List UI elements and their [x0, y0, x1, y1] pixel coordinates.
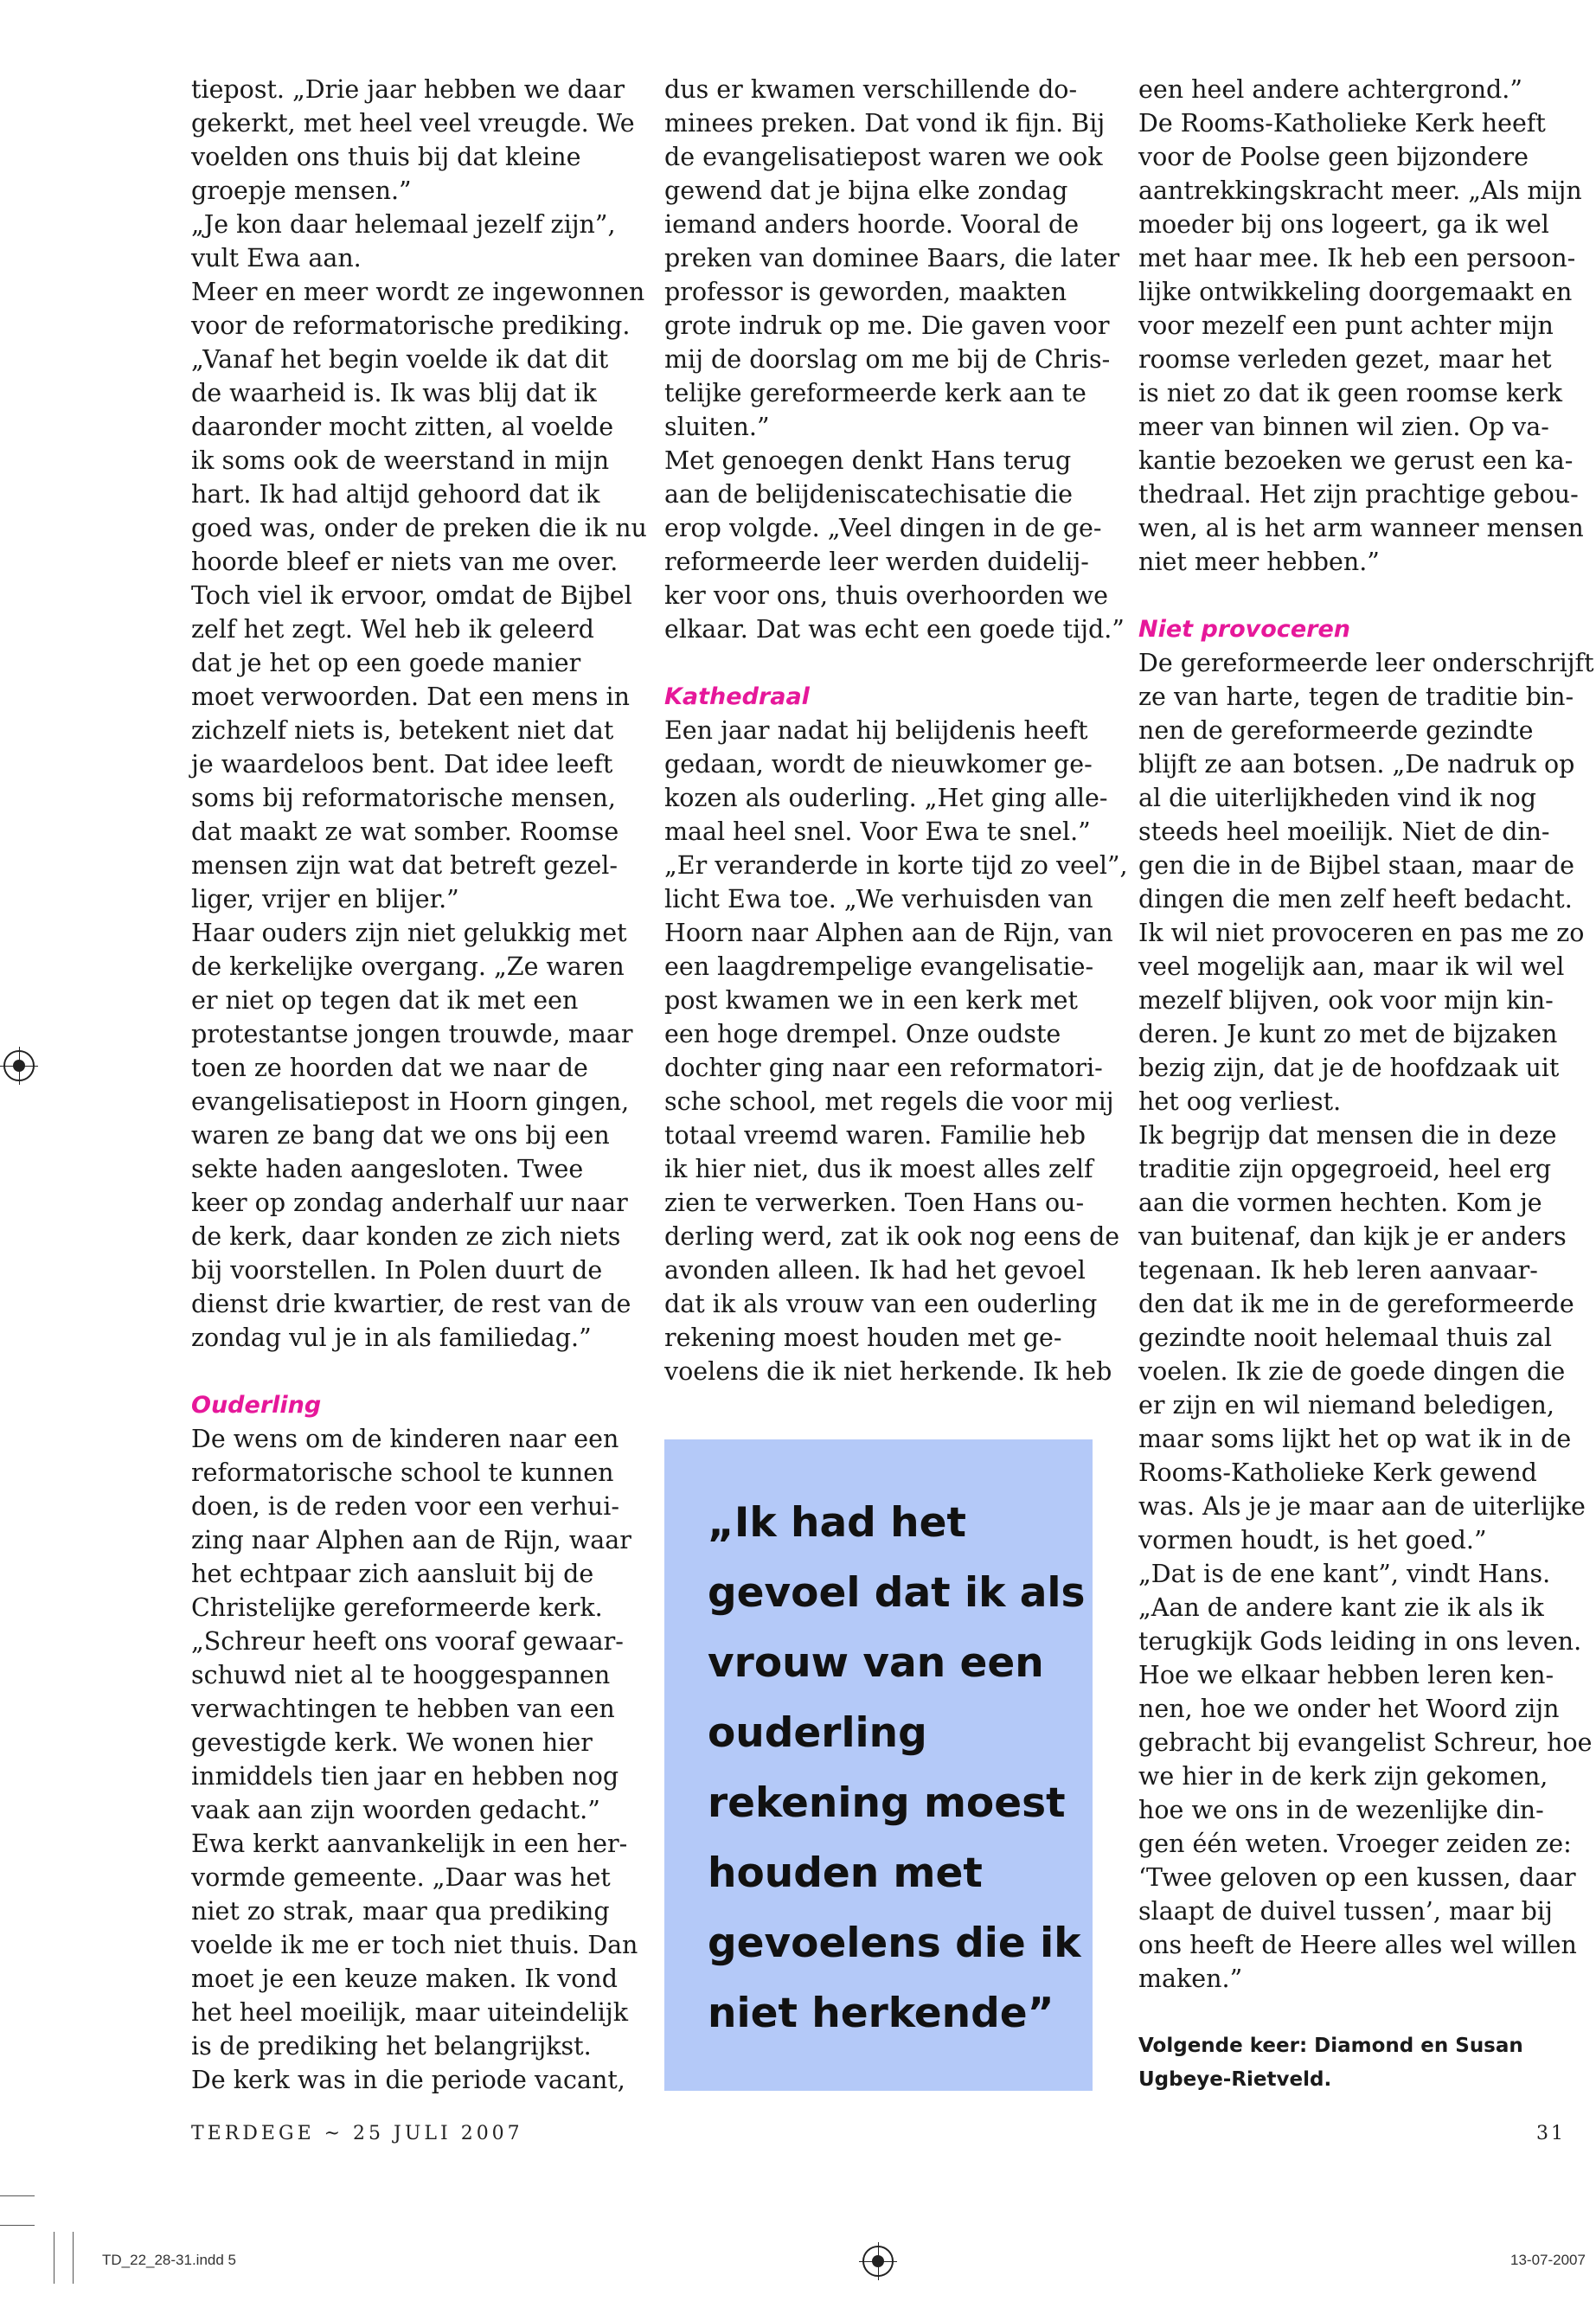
- text-line: moet verwoorden. Dat een mens in: [191, 683, 630, 711]
- text-line: was. Als je je maar aan de uiterlijke: [1138, 1492, 1586, 1521]
- text-line: aantrekkingskracht meer. „Als mijn: [1138, 176, 1582, 205]
- text-line: voor mezelf een punt achter mijn: [1138, 311, 1554, 340]
- text-line: schuwd niet al te hooggespannen: [191, 1661, 611, 1689]
- text-line: Hoe we elkaar hebben leren ken-: [1138, 1661, 1554, 1689]
- text-line: protestantse jongen trouwde, maar: [191, 1020, 633, 1048]
- heading-ouderling: Ouderling: [191, 1392, 322, 1419]
- text-line: Christelijke gereformeerde kerk.: [191, 1593, 603, 1622]
- text-line: blijft ze aan botsen. „De nadruk op: [1138, 750, 1575, 779]
- text-line: avonden alleen. Ik had het gevoel: [664, 1256, 1086, 1285]
- pull-quote-line: gevoelens die ik: [708, 1920, 1081, 1967]
- text-line: moet je een keuze maken. Ik vond: [191, 1965, 618, 1993]
- text-line: gevestigde kerk. We wonen hier: [191, 1728, 593, 1757]
- text-line: de kerkelijke overgang. „Ze waren: [191, 952, 625, 981]
- text-line: evangelisatiepost in Hoorn gingen,: [191, 1087, 630, 1116]
- text-line: aan de belijdeniscatechisatie die: [664, 480, 1073, 509]
- text-line: traditie zijn opgegroeid, heel erg: [1138, 1155, 1552, 1183]
- text-line: ons heeft de Heere alles wel willen: [1138, 1931, 1577, 1959]
- pull-quote: [664, 1439, 1093, 2091]
- text-line: kozen als ouderling. „Het ging alle-: [664, 784, 1108, 812]
- heading-kathedraal: Kathedraal: [664, 683, 810, 710]
- text-line: Ik begrijp dat mensen die in deze: [1138, 1121, 1557, 1150]
- text-line: totaal vreemd waren. Familie heb: [664, 1121, 1086, 1150]
- text-line: zichzelf niets is, betekent niet dat: [191, 716, 614, 745]
- text-line: „Dat is de ene kant”, vindt Hans.: [1138, 1560, 1551, 1588]
- text-line: is niet zo dat ik geen roomse kerk: [1138, 379, 1563, 407]
- text-line: tegenaan. Ik heb leren aanvaar-: [1138, 1256, 1538, 1285]
- text-line: „Schreur heeft ons vooraf gewaar-: [191, 1627, 624, 1656]
- text-line: reformatorische school te kunnen: [191, 1458, 614, 1487]
- column-3-text: [1138, 73, 1584, 579]
- pull-quote-line: gevoel dat ik als: [708, 1569, 1086, 1617]
- heading-niet-provoceren: Niet provoceren: [1138, 616, 1350, 643]
- pull-quote-line: houden met: [708, 1849, 983, 1897]
- text-line: „Vanaf het begin voelde ik dat dit: [191, 345, 609, 374]
- page-number: 31: [1536, 2123, 1566, 2144]
- text-line: mensen zijn wat dat betreft gezel-: [191, 851, 619, 880]
- text-line: kantie bezoeken we gerust een ka-: [1138, 446, 1574, 475]
- text-line: gezindte nooit helemaal thuis zal: [1138, 1324, 1552, 1352]
- text-line: voor de Poolse geen bijzondere: [1138, 143, 1529, 171]
- text-line: nen, hoe we onder het Woord zijn: [1138, 1695, 1560, 1723]
- text-line: het heel moeilijk, maar uiteindelijk: [191, 1998, 629, 2027]
- text-line: dochter ging naar een reformatori-: [664, 1054, 1103, 1082]
- text-line: verwachtingen te hebben van een: [191, 1695, 615, 1723]
- text-line: is de prediking het belangrijkst.: [191, 2032, 592, 2061]
- slug-filename: TD_22_28-31.indd 5: [102, 2252, 237, 2268]
- text-line: voelen. Ik zie de goede dingen die: [1138, 1357, 1566, 1386]
- text-line: bezig zijn, dat je de hoofdzaak uit: [1138, 1054, 1560, 1082]
- text-line: reformeerde leer werden duidelij-: [664, 548, 1089, 576]
- text-line: dat ik als vrouw van een ouderling: [664, 1290, 1098, 1318]
- pull-quote-line: vrouw van een: [708, 1639, 1044, 1687]
- text-line: preken van dominee Baars, die later: [664, 244, 1120, 272]
- text-line: elkaar. Dat was echt een goede tijd.”: [664, 615, 1125, 644]
- column-2-text: [664, 73, 1125, 646]
- text-line: slaapt de duivel tussen’, maar bij: [1138, 1897, 1553, 1926]
- text-line: er niet op tegen dat ik met een: [191, 986, 579, 1015]
- text-line: iemand anders hoorde. Vooral de: [664, 210, 1080, 239]
- pull-quote-line: niet herkende”: [708, 1990, 1054, 2037]
- text-line: liger, vrijer en blijer.”: [191, 885, 459, 913]
- text-line: toen ze hoorden dat we naar de: [191, 1054, 588, 1082]
- text-line: hart. Ik had altijd gehoord dat ik: [191, 480, 600, 509]
- text-line: dat maakt ze wat somber. Roomse: [191, 817, 619, 846]
- text-line: maar soms lijkt het op wat ik in de: [1138, 1425, 1572, 1453]
- next-issue-line: Volgende keer: Diamond en Susan: [1138, 2035, 1523, 2057]
- text-line: roomse verleden gezet, maar het: [1138, 345, 1552, 374]
- crop-mark: [0, 2225, 35, 2226]
- text-line: meer van binnen wil zien. Op va-: [1138, 413, 1549, 441]
- text-line: voelens die ik niet herkende. Ik heb: [664, 1357, 1112, 1386]
- text-line: een laagdrempelige evangelisatie-: [664, 952, 1094, 981]
- text-line: dingen die men zelf heeft bedacht.: [1138, 885, 1573, 913]
- text-line: De wens om de kinderen naar een: [191, 1425, 619, 1453]
- text-line: de kerk, daar konden ze zich niets: [191, 1222, 621, 1251]
- text-line: Een jaar nadat hij belijdenis heeft: [664, 716, 1088, 745]
- text-line: gen die in de Bijbel staan, maar de: [1138, 851, 1575, 880]
- text-line: rekening moest houden met ge-: [664, 1324, 1062, 1352]
- column-2: [664, 73, 1128, 1388]
- text-line: aan die vormen hechten. Kom je: [1138, 1189, 1542, 1217]
- text-line: een hoge drempel. Onze oudste: [664, 1020, 1061, 1048]
- next-issue-note: [1138, 2029, 1571, 2097]
- column-3: [1138, 73, 1594, 2097]
- text-line: nen de gereformeerde gezindte: [1138, 716, 1534, 745]
- text-line: „Er veranderde in korte tijd zo veel”,: [664, 851, 1128, 880]
- text-line: mezelf blijven, ook voor mijn kin-: [1138, 986, 1554, 1015]
- text-line: voelden ons thuis bij dat kleine: [191, 143, 581, 171]
- text-line: dat je het op een goede manier: [191, 649, 581, 677]
- text-line: veel mogelijk aan, maar ik wil wel: [1138, 952, 1565, 981]
- text-line: gekerkt, met heel veel vreugde. We: [191, 109, 635, 138]
- text-line: ik hier niet, dus ik moest alles zelf: [664, 1155, 1093, 1183]
- text-line: het echtpaar zich aansluit bij de: [191, 1560, 594, 1588]
- text-line: niet meer hebben.”: [1138, 548, 1380, 576]
- slug-date: 13-07-2007: [1510, 2252, 1586, 2268]
- text-line: Ewa kerkt aanvankelijk in een her-: [191, 1830, 628, 1858]
- text-line: De Rooms-Katholieke Kerk heeft: [1138, 109, 1546, 138]
- text-line: de waarheid is. Ik was blij dat ik: [191, 379, 597, 407]
- text-line: Rooms-Katholieke Kerk gewend: [1138, 1458, 1537, 1487]
- text-line: doen, is de reden voor een verhui-: [191, 1492, 620, 1521]
- text-line: vormde gemeente. „Daar was het: [191, 1863, 611, 1892]
- footer-magazine-date: TERDEGE ~ 25 JULI 2007: [191, 2123, 523, 2144]
- text-line: professor is geworden, maakten: [664, 278, 1067, 306]
- text-line: hoorde bleef er niets van me over.: [191, 548, 619, 576]
- text-line: zondag vul je in als familiedag.”: [191, 1324, 592, 1352]
- column-3-text-after-heading: [1138, 646, 1594, 1996]
- text-line: dienst drie kwartier, de rest van de: [191, 1290, 631, 1318]
- next-issue-line: Ugbeye-Rietveld.: [1138, 2068, 1332, 2091]
- crop-mark: [0, 2195, 35, 2196]
- text-line: zien te verwerken. Toen Hans ou-: [664, 1189, 1085, 1217]
- text-line: moeder bij ons logeert, ga ik wel: [1138, 210, 1549, 239]
- text-line: zelf het zegt. Wel heb ik geleerd: [191, 615, 594, 644]
- text-line: licht Ewa toe. „We verhuisden van: [664, 885, 1093, 913]
- text-line: ‘Twee geloven op een kussen, daar: [1138, 1863, 1576, 1892]
- text-line: hoe we ons in de wezenlijke din-: [1138, 1796, 1544, 1824]
- text-line: lijke ontwikkeling doorgemaakt en: [1138, 278, 1573, 306]
- text-line: vaak aan zijn woorden gedacht.”: [191, 1796, 600, 1824]
- text-line: tiepost. „Drie jaar hebben we daar: [191, 75, 625, 104]
- text-line: deren. Je kunt zo met de bijzaken: [1138, 1020, 1558, 1048]
- text-line: soms bij reformatorische mensen,: [191, 784, 616, 812]
- text-line: we hier in de kerk zijn gekomen,: [1138, 1762, 1548, 1791]
- text-line: ker voor ons, thuis overhoorden we: [664, 581, 1108, 610]
- text-line: gewend dat je bijna elke zondag: [664, 176, 1068, 205]
- text-line: de evangelisatiepost waren we ook: [664, 143, 1103, 171]
- registration-mark-icon: [862, 2246, 894, 2277]
- column-1-text-after-heading: [191, 1422, 638, 2097]
- pull-quote-line: rekening moest: [708, 1779, 1066, 1827]
- text-line: vormen houdt, is het goed.”: [1138, 1526, 1487, 1554]
- text-line: maken.”: [1138, 1965, 1243, 1993]
- text-line: Met genoegen denkt Hans terug: [664, 446, 1072, 475]
- text-line: het oog verliest.: [1138, 1087, 1342, 1116]
- text-line: minees preken. Dat vond ik fijn. Bij: [664, 109, 1106, 138]
- text-line: gen één weten. Vroeger zeiden ze:: [1138, 1830, 1572, 1858]
- text-line: ik soms ook de weerstand in mijn: [191, 446, 610, 475]
- text-line: derling werd, zat ik ook nog eens de: [664, 1222, 1120, 1251]
- text-line: „Aan de andere kant zie ik als ik: [1138, 1593, 1544, 1622]
- text-line: sluiten.”: [664, 413, 770, 441]
- text-line: een heel andere achtergrond.”: [1138, 75, 1522, 104]
- text-line: terugkijk Gods leiding in ons leven.: [1138, 1627, 1582, 1656]
- text-line: er zijn en wil niemand beledigen,: [1138, 1391, 1554, 1420]
- text-line: erop volgde. „Veel dingen in de ge-: [664, 514, 1102, 542]
- text-line: Meer en meer wordt ze ingewonnen: [191, 278, 645, 306]
- text-line: gedaan, wordt de nieuwkomer ge-: [664, 750, 1093, 779]
- text-line: maal heel snel. Voor Ewa te snel.”: [664, 817, 1091, 846]
- pull-quote-line: „Ik had het: [708, 1499, 966, 1547]
- text-line: Haar ouders zijn niet gelukkig met: [191, 919, 627, 947]
- text-line: je waardeloos bent. Dat idee leeft: [191, 750, 613, 779]
- text-line: daaronder mocht zitten, al voelde: [191, 413, 614, 441]
- text-line: wen, al is het arm wanneer mensen: [1138, 514, 1584, 542]
- pull-quote-line: ouderling: [708, 1709, 927, 1757]
- text-line: mij de doorslag om me bij de Chris-: [664, 345, 1111, 374]
- text-line: De kerk was in die periode vacant,: [191, 2066, 625, 2094]
- text-line: bij voorstellen. In Polen duurt de: [191, 1256, 603, 1285]
- text-line: De gereformeerde leer onderschrijft: [1138, 649, 1594, 677]
- text-line: grote indruk op me. Die gaven voor: [664, 311, 1110, 340]
- text-line: telijke gereformeerde kerk aan te: [664, 379, 1086, 407]
- text-line: post kwamen we in een kerk met: [664, 986, 1078, 1015]
- text-line: keer op zondag anderhalf uur naar: [191, 1189, 628, 1217]
- text-line: sche school, met regels die voor mij: [664, 1087, 1114, 1116]
- text-line: voelde ik me er toch niet thuis. Dan: [191, 1931, 638, 1959]
- pull-quote-text: [708, 1488, 1086, 2048]
- text-line: „Je kon daar helemaal jezelf zijn”,: [191, 210, 616, 239]
- text-line: waren ze bang dat we ons bij een: [191, 1121, 610, 1150]
- text-line: vult Ewa aan.: [191, 244, 362, 272]
- column-1: [191, 73, 647, 2097]
- text-line: Hoorn naar Alphen aan de Rijn, van: [664, 919, 1113, 947]
- text-line: den dat ik me in de gereformeerde: [1138, 1290, 1574, 1318]
- text-line: voor de reformatorische prediking.: [191, 311, 631, 340]
- text-line: inmiddels tien jaar en hebben nog: [191, 1762, 619, 1791]
- text-line: goed was, onder de preken die ik nu: [191, 514, 647, 542]
- text-line: van buitenaf, dan kijk je er anders: [1138, 1222, 1567, 1251]
- text-line: Toch viel ik ervoor, omdat de Bijbel: [191, 581, 632, 610]
- text-line: gebracht bij evangelist Schreur, hoe: [1138, 1728, 1593, 1757]
- column-2-text-after-heading: [664, 714, 1128, 1388]
- text-line: sekte haden aangesloten. Twee: [191, 1155, 584, 1183]
- text-line: al die uiterlijkheden vind ik nog: [1138, 784, 1537, 812]
- text-line: zing naar Alphen aan de Rijn, waar: [191, 1526, 631, 1554]
- registration-mark-icon: [3, 1050, 35, 1081]
- column-1-text: [191, 73, 647, 1355]
- text-line: thedraal. Het zijn prachtige gebou-: [1138, 480, 1579, 509]
- text-line: steeds heel moeilijk. Niet de din-: [1138, 817, 1550, 846]
- text-line: Ik wil niet provoceren en pas me zo: [1138, 919, 1585, 947]
- text-line: met haar mee. Ik heb een persoon-: [1138, 244, 1576, 272]
- text-line: ze van harte, tegen de traditie bin-: [1138, 683, 1574, 711]
- text-line: dus er kwamen verschillende do-: [664, 75, 1078, 104]
- text-line: niet zo strak, maar qua prediking: [191, 1897, 610, 1926]
- text-line: groepje mensen.”: [191, 176, 412, 205]
- crop-mark: [73, 2232, 74, 2284]
